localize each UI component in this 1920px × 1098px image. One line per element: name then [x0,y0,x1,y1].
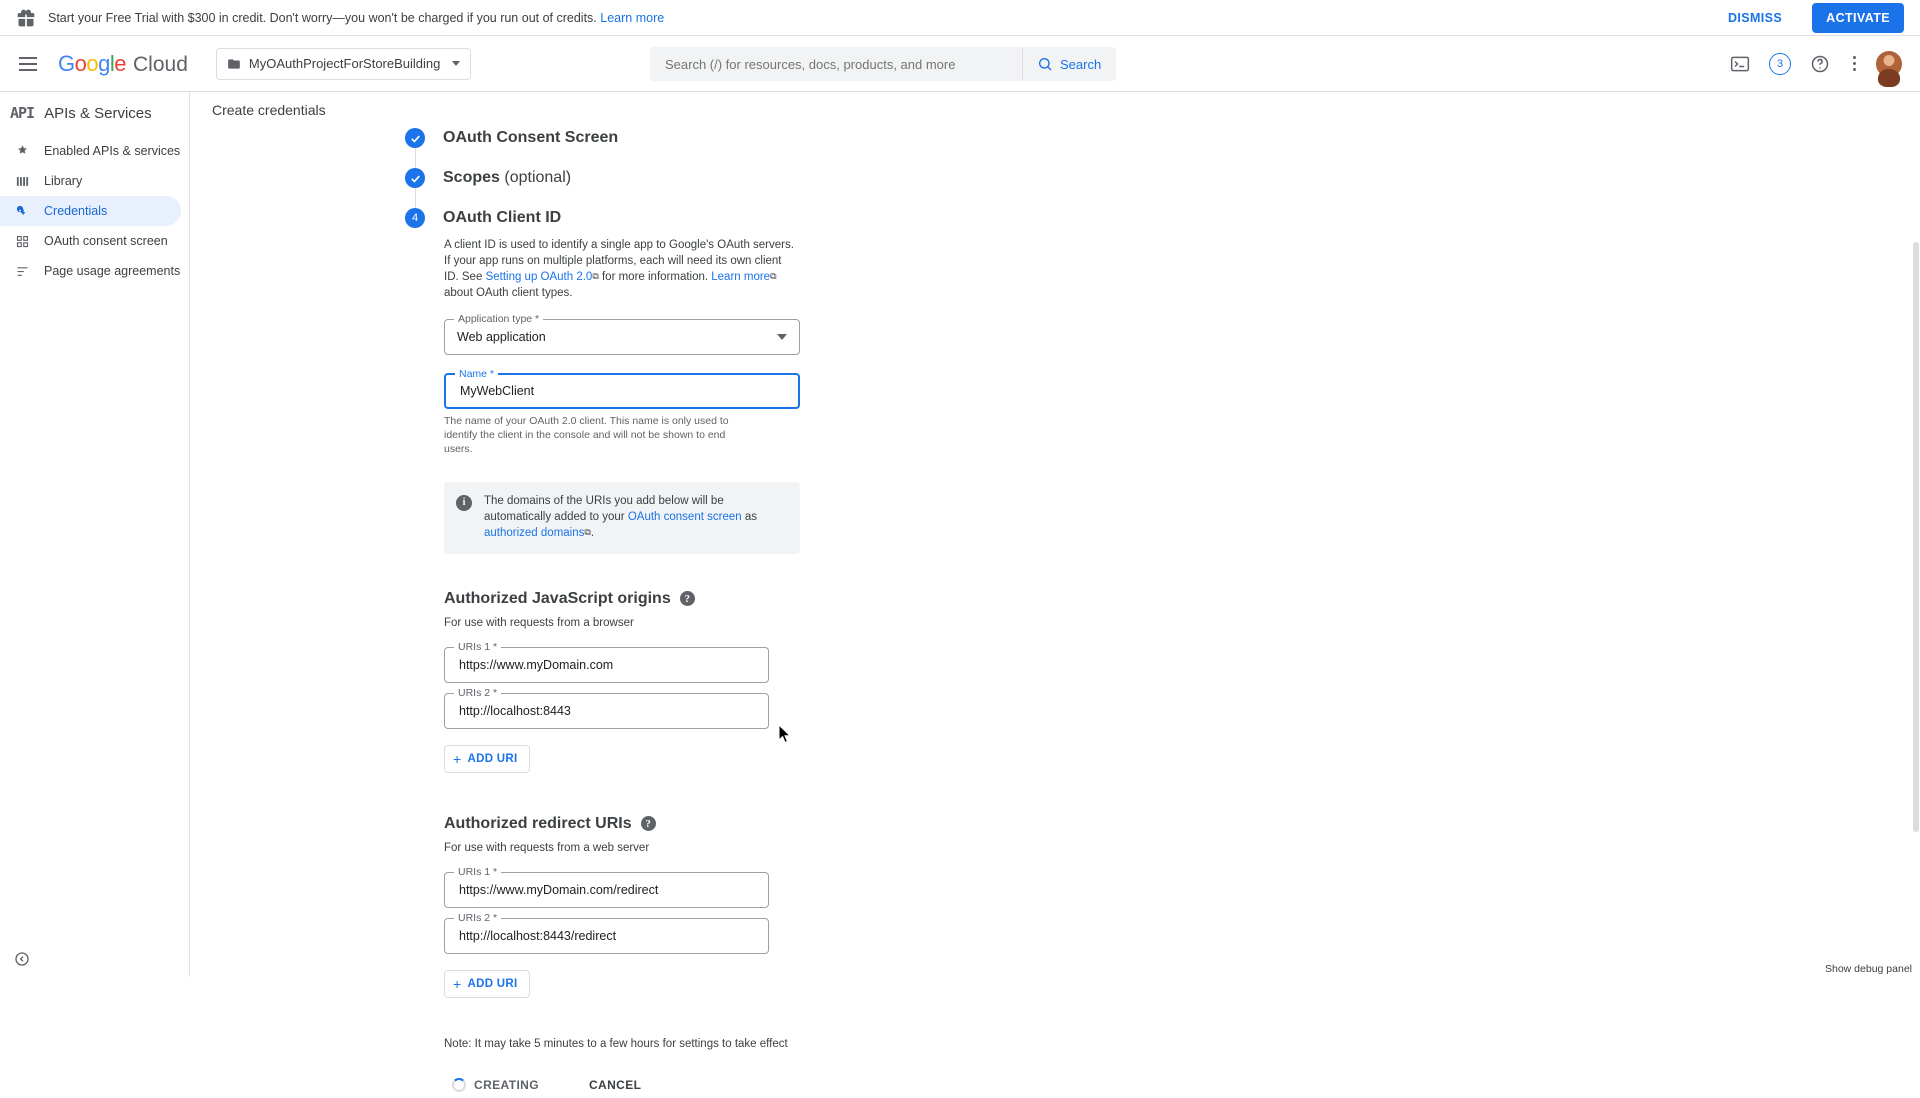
search-area [650,47,1116,81]
step-connector [415,188,416,208]
sidebar-header [0,92,189,136]
sidebar-item-label: Enabled APIs & services [44,144,181,158]
client-id-desc-part3: about OAuth client types. [444,286,573,299]
help-icon[interactable]: ? [680,591,695,606]
collapse-sidebar-icon[interactable] [12,949,32,969]
external-link-icon: ⧉ [584,527,591,537]
add-js-origin-uri-button[interactable] [444,745,530,773]
scrollbar-thumb[interactable] [1913,242,1919,832]
client-id-desc-part1: A client ID is used to identify a single app to Google's OAuth servers. If your app runs on multiple platforms, each will need its own client ID. See [444,239,794,283]
content-scroll-area [190,128,1920,1092]
plus-icon: + [453,750,462,767]
redirect-uri-1-field[interactable] [444,865,769,908]
sidebar-product-title: APIs & Services [44,104,152,122]
redirect-uri-2-label: URIs 2 * [454,912,501,924]
search-input[interactable] [663,56,1009,73]
sidebar [0,92,190,977]
js-origin-uri-2-label: URIs 2 * [454,687,501,699]
info-text-part1: The domains of the URIs you add below will be automatically added to your [484,495,724,523]
application-type-select[interactable] [444,313,800,355]
sidebar-item-credentials[interactable] [0,196,181,226]
search-button-label: Search [1060,56,1102,72]
sidebar-item-enabled-apis[interactable] [0,136,181,166]
cloud-wordmark: Cloud [133,52,188,76]
project-icon [227,57,241,71]
js-origins-subtitle: For use with requests from a browser [444,616,634,629]
settings-note: Note: It may take 5 minutes to a few hours for settings to take effect [444,1037,788,1050]
oauth-client-id-form [444,238,1920,1098]
external-link-icon: ⧉ [770,271,777,281]
create-credentials-stepper [190,128,1920,1098]
avatar[interactable] [1874,49,1904,79]
js-origin-uri-2-field[interactable] [444,686,769,729]
project-name-label: MyOAuthProjectForStoreBuilding [248,56,441,71]
sidebar-item-label: OAuth consent screen [44,234,168,248]
learn-more-link[interactable]: Learn more [711,271,771,283]
google-cloud-logo[interactable] [58,51,188,77]
redirect-uri-2-field[interactable] [444,911,769,954]
application-type-value: Web application [457,330,546,344]
trial-learn-more-link[interactable]: Learn more [600,10,665,25]
key-icon [14,203,30,219]
creating-button [444,1072,547,1098]
api-logo-icon: API [10,104,35,122]
show-debug-panel-link[interactable]: Show debug panel [1825,963,1912,975]
step-scopes[interactable] [406,168,1920,188]
activate-button[interactable]: ACTIVATE [1812,3,1904,33]
main-content [190,92,1920,1092]
client-name-field[interactable] [444,368,800,409]
client-id-desc-part2: for more information. [598,271,712,283]
external-link-icon: ⧉ [592,271,599,281]
cloud-shell-icon[interactable] [1725,49,1755,79]
form-actions [444,1072,1920,1098]
free-trial-banner [0,0,1920,36]
redirect-uri-2-input[interactable] [457,928,756,944]
loading-spinner-icon [452,1078,466,1092]
gift-icon [16,8,36,28]
chevron-down-icon [452,61,460,66]
redirect-uris-title: Authorized redirect URIs [444,814,632,832]
top-navigation-bar [0,36,1920,92]
step-title: OAuth Consent Screen [443,129,619,146]
page-title: Create credentials [212,102,326,118]
client-name-input[interactable] [458,383,786,399]
js-origins-title-row [444,590,1920,608]
step-complete-icon [405,128,425,148]
consent-icon [14,233,30,249]
search-button[interactable] [1022,47,1116,81]
authorized-domains-link[interactable]: authorized domains [484,527,585,539]
client-name-label: Name * [455,368,498,380]
project-selector[interactable] [216,48,471,80]
sidebar-item-page-usage-agreements[interactable] [0,256,181,286]
google-wordmark: Google [58,50,127,76]
info-text-part3: . [590,527,595,539]
oauth-consent-screen-link[interactable]: OAuth consent screen [627,510,742,523]
redirect-uris-subtitle: For use with requests from a web server [444,841,650,854]
add-uri-label: ADD URI [467,977,518,990]
chevron-down-icon [777,334,787,340]
menu-icon[interactable] [8,44,48,84]
search-input-wrapper[interactable] [650,47,1022,81]
vertical-scrollbar[interactable] [1912,92,1920,977]
step-complete-icon [405,168,425,188]
domains-info-text [484,494,786,542]
step-optional-label: (optional) [504,169,572,186]
step-title: OAuth Client ID [443,209,562,226]
sidebar-item-label: Library [44,174,83,188]
step-connector [415,148,416,168]
add-uri-label: ADD URI [467,752,518,765]
help-icon[interactable] [1805,49,1835,79]
client-id-description [444,238,799,301]
trial-banner-text [48,11,664,25]
js-origin-uri-1-input[interactable] [457,657,756,673]
sidebar-item-label: Credentials [44,204,108,218]
info-icon: i [456,495,472,511]
trial-banner-message: Start your Free Trial with $300 in credit. Don't worry—you won't be charged if you run out of credits. [48,10,597,25]
cancel-button[interactable]: CANCEL [581,1072,649,1098]
step-oauth-client-id[interactable] [406,208,1920,228]
sidebar-item-library[interactable] [0,166,181,196]
step-oauth-consent-screen[interactable] [406,128,1920,148]
redirect-uri-1-input[interactable] [457,882,756,898]
agreements-icon [14,263,30,279]
dashboard-icon [14,143,30,159]
js-origins-title: Authorized JavaScript origins [444,589,671,607]
help-icon[interactable]: ? [641,816,656,831]
notifications-badge[interactable]: 3 [1769,53,1791,75]
creating-label: CREATING [474,1077,539,1092]
step-title [443,169,571,187]
info-text-part2: as [741,510,757,523]
js-origin-uri-1-label: URIs 1 * [454,641,501,653]
step-number-badge: 4 [405,208,425,228]
application-type-label: Application type * [454,313,543,325]
step-title-text: Scopes [443,169,500,186]
plus-icon: + [453,975,462,992]
js-origin-uri-2-input[interactable] [457,703,756,719]
setting-up-oauth-link[interactable]: Setting up OAuth 2.0 [485,271,593,283]
library-icon [14,173,30,189]
redirect-uris-title-row [444,815,1920,833]
redirect-uri-1-label: URIs 1 * [454,866,501,878]
sidebar-item-oauth-consent-screen[interactable] [0,226,181,256]
add-redirect-uri-button[interactable] [444,970,530,998]
domains-info-box [444,482,800,554]
js-origin-uri-1-field[interactable] [444,640,769,683]
more-options-icon[interactable] [1849,52,1860,75]
dismiss-button[interactable]: DISMISS [1720,5,1790,31]
client-name-helper: The name of your OAuth 2.0 client. This name is only used to identify the client in the console and will not be shown to end users. [444,415,729,455]
sidebar-item-label: Page usage agreements [44,264,181,278]
search-icon [1037,56,1053,72]
